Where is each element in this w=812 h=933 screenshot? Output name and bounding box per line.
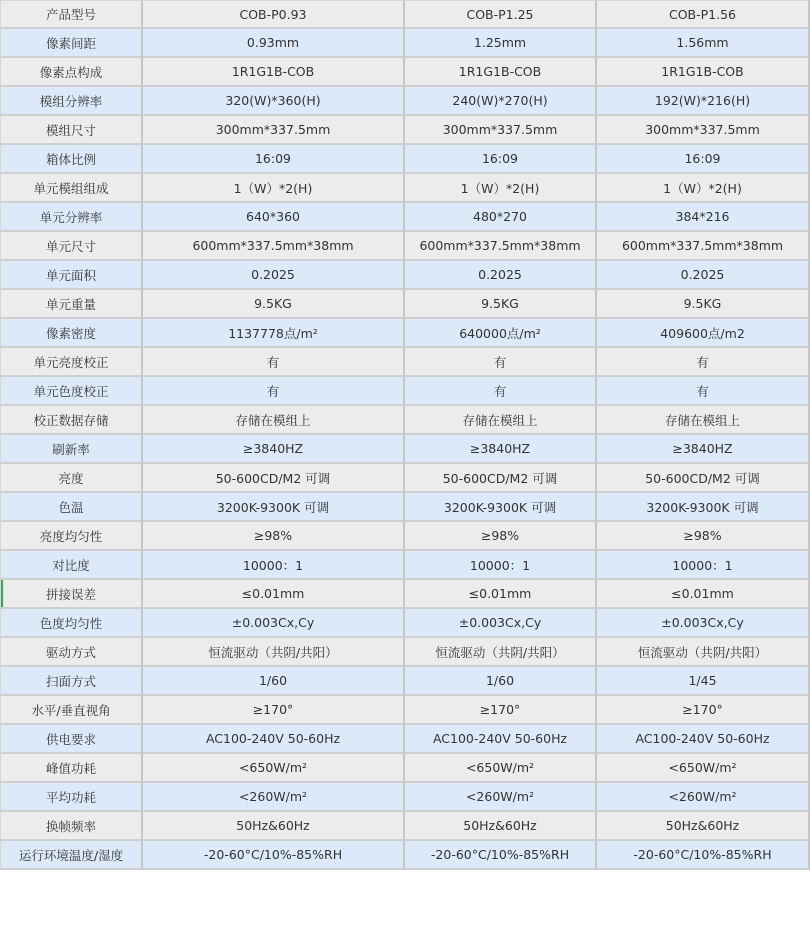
spec-label-cell: 单元重量 xyxy=(0,290,143,319)
spec-value-cell: AC100-240V 50-60Hz xyxy=(597,725,810,754)
spec-value-cell: 0.2025 xyxy=(405,261,597,290)
spec-row xyxy=(0,551,810,580)
spec-row xyxy=(0,435,810,464)
spec-value-cell: ≥170° xyxy=(597,696,810,725)
spec-value-cell: AC100-240V 50-60Hz xyxy=(143,725,405,754)
spec-label-cell: 单元亮度校正 xyxy=(0,348,143,377)
spec-label-cell: 供电要求 xyxy=(0,725,143,754)
spec-value-cell: 10000：1 xyxy=(405,551,597,580)
spec-value-cell: 600mm*337.5mm*38mm xyxy=(143,232,405,261)
spec-value-cell: ±0.003Cx,Cy xyxy=(143,609,405,638)
spec-row xyxy=(0,290,810,319)
spec-row xyxy=(0,203,810,232)
spec-value-cell: 10000：1 xyxy=(597,551,810,580)
spec-value-cell: 600mm*337.5mm*38mm xyxy=(405,232,597,261)
spec-label-cell: 像素间距 xyxy=(0,29,143,58)
spec-header-row xyxy=(0,0,810,29)
spec-row xyxy=(0,580,810,609)
spec-row xyxy=(0,145,810,174)
spec-value-cell: 50-600CD/M2 可调 xyxy=(597,464,810,493)
spec-label-cell: 刷新率 xyxy=(0,435,143,464)
spec-value-cell: 50-600CD/M2 可调 xyxy=(405,464,597,493)
spec-value-cell: AC100-240V 50-60Hz xyxy=(405,725,597,754)
spec-value-cell: 有 xyxy=(597,377,810,406)
spec-value-cell: ≥3840HZ xyxy=(405,435,597,464)
spec-value-cell: 50-600CD/M2 可调 xyxy=(143,464,405,493)
spec-value-cell: 0.2025 xyxy=(143,261,405,290)
spec-value-cell: 1/60 xyxy=(143,667,405,696)
spec-label-cell: 校正数据存储 xyxy=(0,406,143,435)
spec-label-cell: 像素密度 xyxy=(0,319,143,348)
spec-label-cell: 模组尺寸 xyxy=(0,116,143,145)
spec-value-cell: 300mm*337.5mm xyxy=(405,116,597,145)
header-label-cell: 产品型号 xyxy=(0,0,143,29)
spec-value-cell: ≥170° xyxy=(405,696,597,725)
spec-label-cell: 拼接误差 xyxy=(0,580,143,609)
spec-value-cell: 192(W)*216(H) xyxy=(597,87,810,116)
spec-value-cell: 640000点/m² xyxy=(405,319,597,348)
spec-value-cell: 16:09 xyxy=(597,145,810,174)
spec-row xyxy=(0,754,810,783)
spec-value-cell: <260W/m² xyxy=(405,783,597,812)
spec-value-cell: 有 xyxy=(143,377,405,406)
spec-value-cell: 存储在模组上 xyxy=(405,406,597,435)
spec-label-cell: 运行环境温度/湿度 xyxy=(0,841,143,870)
spec-value-cell: ≥98% xyxy=(143,522,405,551)
model-name-cell: COB-P1.25 xyxy=(405,0,597,29)
spec-value-cell: 3200K-9300K 可调 xyxy=(597,493,810,522)
spec-row xyxy=(0,406,810,435)
spec-row xyxy=(0,812,810,841)
spec-row xyxy=(0,348,810,377)
spec-value-cell: 480*270 xyxy=(405,203,597,232)
spec-label-cell: 水平/垂直视角 xyxy=(0,696,143,725)
spec-row xyxy=(0,464,810,493)
spec-value-cell: 320(W)*360(H) xyxy=(143,87,405,116)
spec-value-cell: 16:09 xyxy=(143,145,405,174)
spec-row xyxy=(0,58,810,87)
spec-value-cell: 9.5KG xyxy=(143,290,405,319)
spec-row xyxy=(0,725,810,754)
spec-value-cell: ≥98% xyxy=(597,522,810,551)
spec-value-cell: 0.2025 xyxy=(597,261,810,290)
spec-value-cell: 1R1G1B-COB xyxy=(597,58,810,87)
spec-value-cell: 3200K-9300K 可调 xyxy=(405,493,597,522)
spec-row xyxy=(0,232,810,261)
spec-row xyxy=(0,696,810,725)
spec-label-cell: 对比度 xyxy=(0,551,143,580)
spec-value-cell: -20-60°C/10%-85%RH xyxy=(597,841,810,870)
spec-value-cell: <650W/m² xyxy=(405,754,597,783)
spec-value-cell: 16:09 xyxy=(405,145,597,174)
spec-value-cell: 9.5KG xyxy=(597,290,810,319)
spec-value-cell: ≥98% xyxy=(405,522,597,551)
spec-value-cell: 1R1G1B-COB xyxy=(143,58,405,87)
spec-value-cell: ≥170° xyxy=(143,696,405,725)
spec-value-cell: 恒流驱动（共阴/共阳） xyxy=(405,638,597,667)
spec-value-cell: 1.56mm xyxy=(597,29,810,58)
spec-value-cell: 1/45 xyxy=(597,667,810,696)
spec-label-cell: 单元模组组成 xyxy=(0,174,143,203)
spec-value-cell: 240(W)*270(H) xyxy=(405,87,597,116)
spec-value-cell: 10000：1 xyxy=(143,551,405,580)
spec-value-cell: 存储在模组上 xyxy=(597,406,810,435)
spec-label-cell: 驱动方式 xyxy=(0,638,143,667)
spec-row xyxy=(0,377,810,406)
spec-value-cell: 有 xyxy=(405,377,597,406)
spec-value-cell: ≥3840HZ xyxy=(597,435,810,464)
spec-label-cell: 单元分辨率 xyxy=(0,203,143,232)
spec-label-cell: 模组分辨率 xyxy=(0,87,143,116)
spec-value-cell: 50Hz&60Hz xyxy=(405,812,597,841)
spec-value-cell: 384*216 xyxy=(597,203,810,232)
spec-row xyxy=(0,522,810,551)
spec-value-cell: 恒流驱动（共阴/共阳） xyxy=(597,638,810,667)
spec-value-cell: 有 xyxy=(143,348,405,377)
spec-value-cell: 0.93mm xyxy=(143,29,405,58)
spec-value-cell: 恒流驱动（共阴/共阳） xyxy=(143,638,405,667)
spec-row xyxy=(0,783,810,812)
spec-row xyxy=(0,841,810,870)
spec-value-cell: 有 xyxy=(405,348,597,377)
spec-row xyxy=(0,493,810,522)
model-name-cell: COB-P0.93 xyxy=(143,0,405,29)
spec-value-cell: <650W/m² xyxy=(597,754,810,783)
spec-value-cell: 9.5KG xyxy=(405,290,597,319)
spec-value-cell: 有 xyxy=(597,348,810,377)
spec-label-cell: 箱体比例 xyxy=(0,145,143,174)
spec-value-cell: 1137778点/m² xyxy=(143,319,405,348)
spec-value-cell: 1.25mm xyxy=(405,29,597,58)
spec-label-cell: 峰值功耗 xyxy=(0,754,143,783)
spec-value-cell: ≥3840HZ xyxy=(143,435,405,464)
spec-row xyxy=(0,667,810,696)
spec-value-cell: 600mm*337.5mm*38mm xyxy=(597,232,810,261)
spec-row xyxy=(0,319,810,348)
spec-value-cell: -20-60°C/10%-85%RH xyxy=(143,841,405,870)
spec-row xyxy=(0,87,810,116)
spec-label-cell: 换帧频率 xyxy=(0,812,143,841)
spec-row xyxy=(0,174,810,203)
spec-value-cell: 1（W）*2(H) xyxy=(597,174,810,203)
spec-value-cell: ±0.003Cx,Cy xyxy=(405,609,597,638)
spec-label-cell: 单元尺寸 xyxy=(0,232,143,261)
spec-row xyxy=(0,261,810,290)
spec-row xyxy=(0,638,810,667)
spec-value-cell: 1R1G1B-COB xyxy=(405,58,597,87)
spec-label-cell: 色度均匀性 xyxy=(0,609,143,638)
spec-value-cell: 50Hz&60Hz xyxy=(143,812,405,841)
spec-value-cell: ≤0.01mm xyxy=(405,580,597,609)
spec-label-cell: 单元面积 xyxy=(0,261,143,290)
model-name-cell: COB-P1.56 xyxy=(597,0,810,29)
spec-label-cell: 色温 xyxy=(0,493,143,522)
spec-value-cell: 300mm*337.5mm xyxy=(597,116,810,145)
spec-label-cell: 平均功耗 xyxy=(0,783,143,812)
spec-value-cell: -20-60°C/10%-85%RH xyxy=(405,841,597,870)
spec-value-cell: 3200K-9300K 可调 xyxy=(143,493,405,522)
spec-value-cell: ≤0.01mm xyxy=(143,580,405,609)
spec-value-cell: 1（W）*2(H) xyxy=(143,174,405,203)
spec-value-cell: 409600点/m2 xyxy=(597,319,810,348)
spec-row xyxy=(0,29,810,58)
spec-value-cell: 300mm*337.5mm xyxy=(143,116,405,145)
spec-value-cell: 1（W）*2(H) xyxy=(405,174,597,203)
spec-label-cell: 亮度均匀性 xyxy=(0,522,143,551)
spec-value-cell: ≤0.01mm xyxy=(597,580,810,609)
spec-value-cell: <650W/m² xyxy=(143,754,405,783)
spec-label-cell: 像素点构成 xyxy=(0,58,143,87)
spec-label-cell: 扫面方式 xyxy=(0,667,143,696)
spec-value-cell: 640*360 xyxy=(143,203,405,232)
spec-label-cell: 亮度 xyxy=(0,464,143,493)
spec-row xyxy=(0,116,810,145)
spec-value-cell: <260W/m² xyxy=(597,783,810,812)
spec-value-cell: 50Hz&60Hz xyxy=(597,812,810,841)
spec-value-cell: <260W/m² xyxy=(143,783,405,812)
spec-value-cell: 存储在模组上 xyxy=(143,406,405,435)
spec-value-cell: 1/60 xyxy=(405,667,597,696)
spec-label-cell: 单元色度校正 xyxy=(0,377,143,406)
spec-row xyxy=(0,609,810,638)
spec-value-cell: ±0.003Cx,Cy xyxy=(597,609,810,638)
